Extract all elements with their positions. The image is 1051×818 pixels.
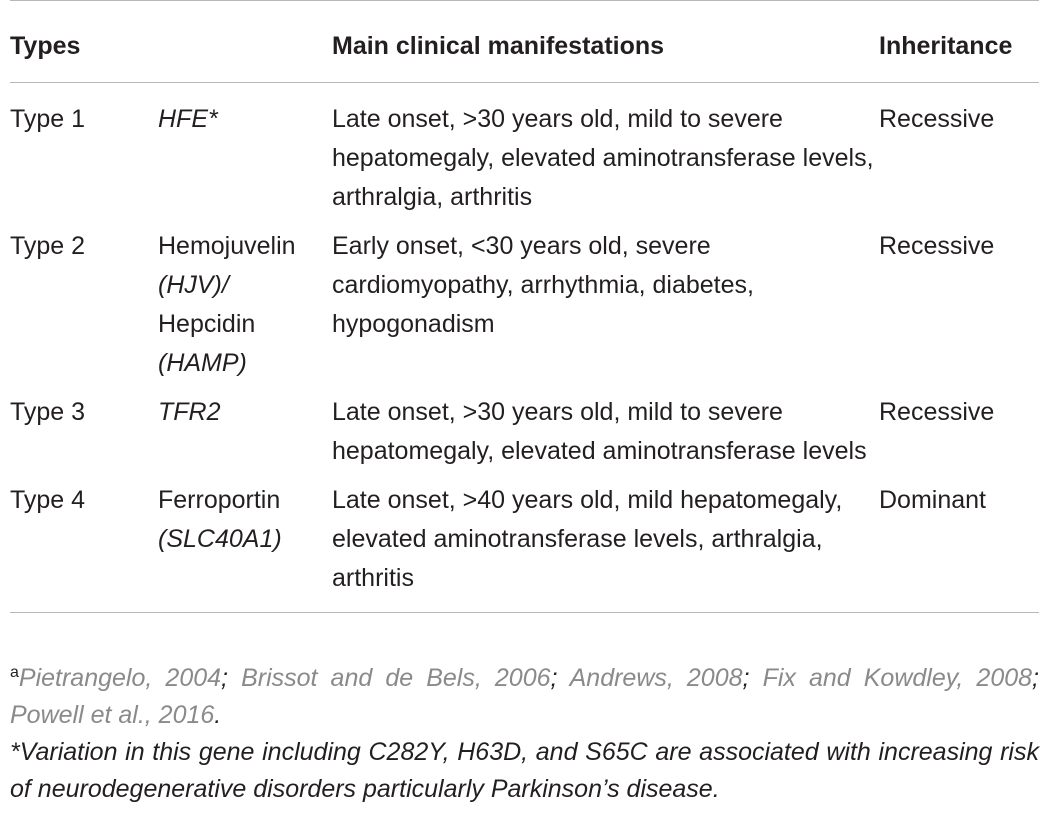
reference-terminator: . bbox=[214, 701, 222, 729]
cell-type: Type 4 bbox=[10, 481, 158, 613]
cell-gene bbox=[158, 227, 332, 393]
reference-link[interactable]: Brissot and de Bels, 2006 bbox=[241, 664, 551, 692]
table-row bbox=[10, 481, 1039, 613]
cell-inheritance: Dominant bbox=[879, 481, 1039, 613]
cell-type: Type 3 bbox=[10, 398, 86, 426]
hemochromatosis-table-container bbox=[10, 0, 1039, 613]
header-inheritance: Inheritance bbox=[879, 1, 1039, 83]
reference-separator: ; bbox=[550, 664, 570, 692]
reference-separator: ; bbox=[1032, 664, 1039, 692]
cell-manifestations: Late onset, >40 years old, mild hepatomegaly, elevated aminotransferase levels, arthralgia, arthritis bbox=[332, 481, 879, 613]
cell-inheritance: Recessive bbox=[879, 105, 995, 133]
footnote-marker: a bbox=[10, 664, 19, 681]
hemochromatosis-types-table bbox=[10, 0, 1039, 613]
gene-symbol: (HAMP) bbox=[158, 349, 247, 377]
gene-name: Ferroportin bbox=[158, 486, 281, 514]
gene-name: Hepcidin bbox=[158, 310, 256, 338]
table-header-row bbox=[10, 1, 1039, 83]
table-footnotes bbox=[10, 660, 1039, 808]
reference-link[interactable]: Pietrangelo, 2004 bbox=[18, 664, 222, 692]
reference-link[interactable]: Powell et al., 2016 bbox=[10, 701, 215, 729]
reference-separator: ; bbox=[221, 664, 242, 692]
gene-symbol: (SLC40A1) bbox=[158, 525, 282, 553]
cell-manifestations: Early onset, <30 years old, severe cardiomyopathy, arrhythmia, diabetes, hypogonadism bbox=[332, 232, 754, 338]
header-gene bbox=[158, 1, 332, 83]
cell-inheritance: Recessive bbox=[879, 398, 995, 426]
table-row bbox=[10, 227, 1039, 393]
table-row bbox=[10, 83, 1039, 228]
gene-variation-footnote: *Variation in this gene including C282Y, H63D, and S65C are associated with increasing risk of neurodegenerative disorders particularly Parkinson’s disease. bbox=[10, 738, 1039, 803]
cell-type: Type 1 bbox=[10, 105, 86, 133]
gene-symbol: (HJV)/ bbox=[158, 271, 229, 299]
gene-name: Hemojuvelin bbox=[158, 232, 296, 260]
cell-gene bbox=[158, 481, 332, 613]
header-types: Types bbox=[10, 1, 158, 83]
reference-link[interactable]: Andrews, 2008 bbox=[569, 664, 743, 692]
cell-manifestations: Late onset, >30 years old, mild to severe hepatomegaly, elevated aminotransferase levels bbox=[332, 398, 867, 465]
cell-gene bbox=[158, 83, 332, 228]
cell-inheritance: Recessive bbox=[879, 232, 995, 260]
reference-link[interactable]: Fix and Kowdley, 2008 bbox=[762, 664, 1033, 692]
table-row bbox=[10, 393, 1039, 481]
cell-type: Type 2 bbox=[10, 232, 86, 260]
cell-gene bbox=[158, 393, 332, 481]
gene-name: HFE* bbox=[158, 105, 218, 133]
cell-manifestations: Late onset, >30 years old, mild to severe hepatomegaly, elevated aminotransferase levels, arthralgia, arthritis bbox=[332, 105, 874, 211]
header-manifestations: Main clinical manifestations bbox=[332, 1, 879, 83]
references-footnote bbox=[10, 660, 1039, 734]
gene-name: TFR2 bbox=[158, 398, 221, 426]
reference-separator: ; bbox=[742, 664, 763, 692]
